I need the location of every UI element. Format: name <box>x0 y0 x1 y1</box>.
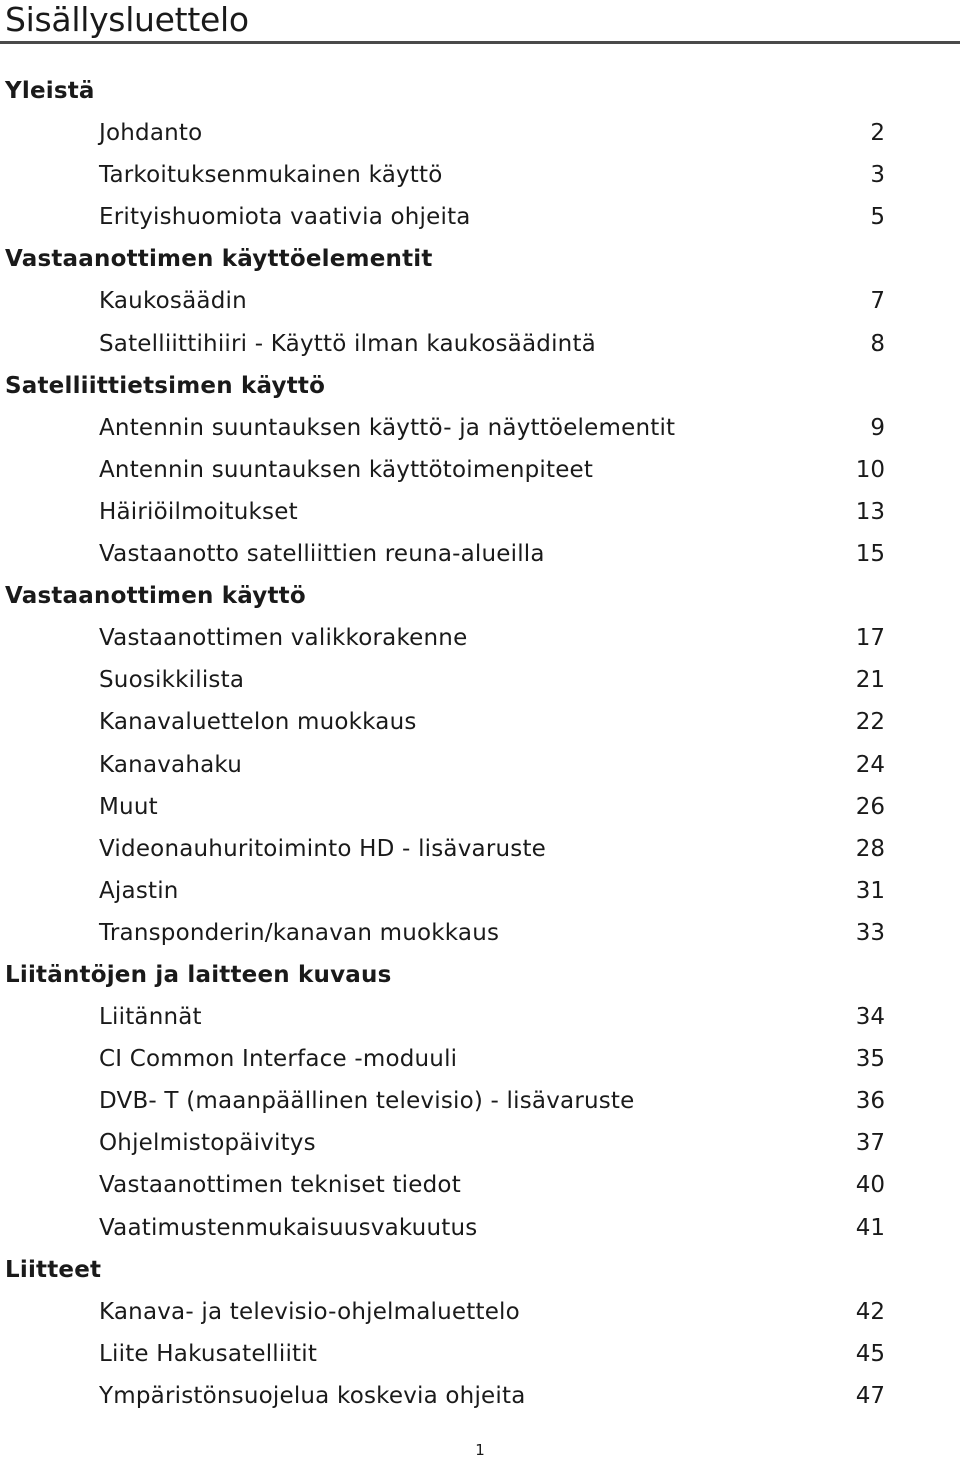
toc-entry-label: CI Common Interface -moduuli <box>99 1046 458 1073</box>
toc-entry-page-number: 10 <box>855 456 885 483</box>
toc-entry[interactable] <box>0 280 960 322</box>
toc-entry[interactable] <box>0 533 960 575</box>
toc-entry-page-number: 28 <box>855 835 885 862</box>
toc-section-heading: Yleistä <box>5 78 95 104</box>
toc-entry[interactable] <box>0 1207 960 1249</box>
toc-entry-label: Tarkoituksenmukainen käyttö <box>99 162 443 189</box>
toc-entry-label: Antennin suuntauksen käyttötoimenpiteet <box>99 456 594 483</box>
toc-entry-label: Ympäristönsuojelua koskevia ohjeita <box>99 1382 526 1409</box>
toc-section-heading: Liitäntöjen ja laitteen kuvaus <box>5 961 392 988</box>
toc-entry[interactable] <box>0 744 960 786</box>
toc-entry[interactable] <box>0 1333 960 1375</box>
toc-entry-page-number: 26 <box>855 793 885 820</box>
toc-entry-page-number: 34 <box>855 1004 885 1031</box>
toc-entry-label: Ajastin <box>99 877 179 904</box>
toc-entry[interactable] <box>0 828 960 870</box>
toc-entry-label: Kaukosäädin <box>99 288 247 315</box>
toc-entry[interactable] <box>0 786 960 828</box>
toc-entry-page-number: 22 <box>855 709 885 736</box>
toc-entry[interactable] <box>0 1375 960 1417</box>
toc-entry[interactable] <box>0 1038 960 1080</box>
toc-entry-label: Transponderin/kanavan muokkaus <box>99 919 500 946</box>
toc-entry[interactable] <box>0 1291 960 1333</box>
toc-entry-page-number: 31 <box>855 877 885 904</box>
toc-entry[interactable] <box>0 1122 960 1164</box>
toc-entry-page-number: 13 <box>855 498 885 525</box>
toc-entry[interactable] <box>0 196 960 238</box>
toc-section-row <box>0 365 960 407</box>
toc-entry-label: Liite Hakusatelliitit <box>99 1340 318 1367</box>
toc-entry[interactable] <box>0 449 960 491</box>
table-of-contents <box>0 70 960 1417</box>
toc-section-row <box>0 954 960 996</box>
toc-entry-page-number: 21 <box>855 667 885 694</box>
toc-entry[interactable] <box>0 617 960 659</box>
toc-section-heading: Satelliittietsimen käyttö <box>5 372 326 399</box>
toc-entry-label: Vastaanottimen valikkorakenne <box>99 625 468 652</box>
toc-section-heading: Vastaanottimen käyttö <box>5 583 306 610</box>
toc-entry-page-number: 37 <box>855 1130 885 1157</box>
toc-entry-page-number: 24 <box>855 751 885 778</box>
toc-entry-label: Erityishuomiota vaativia ohjeita <box>99 204 471 231</box>
toc-entry-label: Suosikkilista <box>99 667 245 694</box>
toc-entry-page-number: 40 <box>855 1172 885 1199</box>
toc-entry-page-number: 35 <box>855 1046 885 1073</box>
toc-section-heading: Liitteet <box>5 1256 102 1283</box>
toc-entry-page-number: 42 <box>855 1298 885 1325</box>
toc-entry[interactable] <box>0 1164 960 1206</box>
toc-entry[interactable] <box>0 996 960 1038</box>
toc-entry[interactable] <box>0 323 960 365</box>
toc-entry[interactable] <box>0 491 960 533</box>
toc-entry[interactable] <box>0 701 960 743</box>
toc-entry[interactable] <box>0 1080 960 1122</box>
toc-entry-page-number: 45 <box>855 1340 885 1367</box>
toc-entry[interactable] <box>0 407 960 449</box>
toc-entry-page-number: 36 <box>855 1088 885 1115</box>
toc-entry[interactable] <box>0 659 960 701</box>
toc-entry-page-number: 41 <box>855 1214 885 1241</box>
toc-entry-page-number: 17 <box>855 625 885 652</box>
toc-entry-label: Ohjelmistopäivitys <box>99 1130 316 1157</box>
toc-section-row <box>0 575 960 617</box>
toc-entry-page-number: 33 <box>855 919 885 946</box>
toc-entry-page-number: 47 <box>855 1382 885 1409</box>
toc-entry-label: Häiriöilmoitukset <box>99 498 298 525</box>
toc-section-row <box>0 238 960 280</box>
toc-entry-label: Muut <box>99 793 158 820</box>
toc-entry-label: Johdanto <box>99 120 203 147</box>
toc-entry[interactable] <box>0 870 960 912</box>
toc-entry-label: Liitännät <box>99 1004 202 1031</box>
toc-entry-label: Kanavahaku <box>99 751 243 778</box>
toc-entry-page-number: 7 <box>870 288 885 315</box>
toc-entry[interactable] <box>0 154 960 196</box>
toc-entry-label: DVB- T (maanpäällinen televisio) - lisävaruste <box>99 1088 635 1115</box>
toc-entry-label: Kanava- ja televisio-ohjelmaluettelo <box>99 1298 520 1325</box>
toc-entry[interactable] <box>0 912 960 954</box>
toc-entry[interactable] <box>0 112 960 154</box>
toc-entry-label: Kanavaluettelon muokkaus <box>99 709 417 736</box>
toc-entry-page-number: 2 <box>870 120 885 147</box>
toc-entry-label: Satelliittihiiri - Käyttö ilman kaukosäädintä <box>99 330 596 357</box>
toc-entry-page-number: 9 <box>870 414 885 441</box>
title-divider <box>0 41 960 44</box>
toc-entry-page-number: 3 <box>870 162 885 189</box>
toc-entry-label: Vastaanottimen tekniset tiedot <box>99 1172 461 1199</box>
toc-entry-page-number: 15 <box>855 541 885 568</box>
page-title: Sisällysluettelo <box>5 0 249 39</box>
toc-entry-page-number: 8 <box>870 330 885 357</box>
toc-entry-label: Videonauhuritoiminto HD - lisävaruste <box>99 835 547 862</box>
toc-section-row <box>0 1249 960 1291</box>
toc-entry-label: Antennin suuntauksen käyttö- ja näyttöelementit <box>99 414 676 441</box>
toc-entry-label: Vaatimustenmukaisuusvakuutus <box>99 1214 478 1241</box>
toc-section-row <box>0 70 960 112</box>
toc-entry-page-number: 5 <box>870 204 885 231</box>
toc-section-heading: Vastaanottimen käyttöelementit <box>5 246 433 273</box>
toc-entry-label: Vastaanotto satelliittien reuna-alueilla <box>99 541 545 568</box>
page-number: 1 <box>475 1441 485 1459</box>
